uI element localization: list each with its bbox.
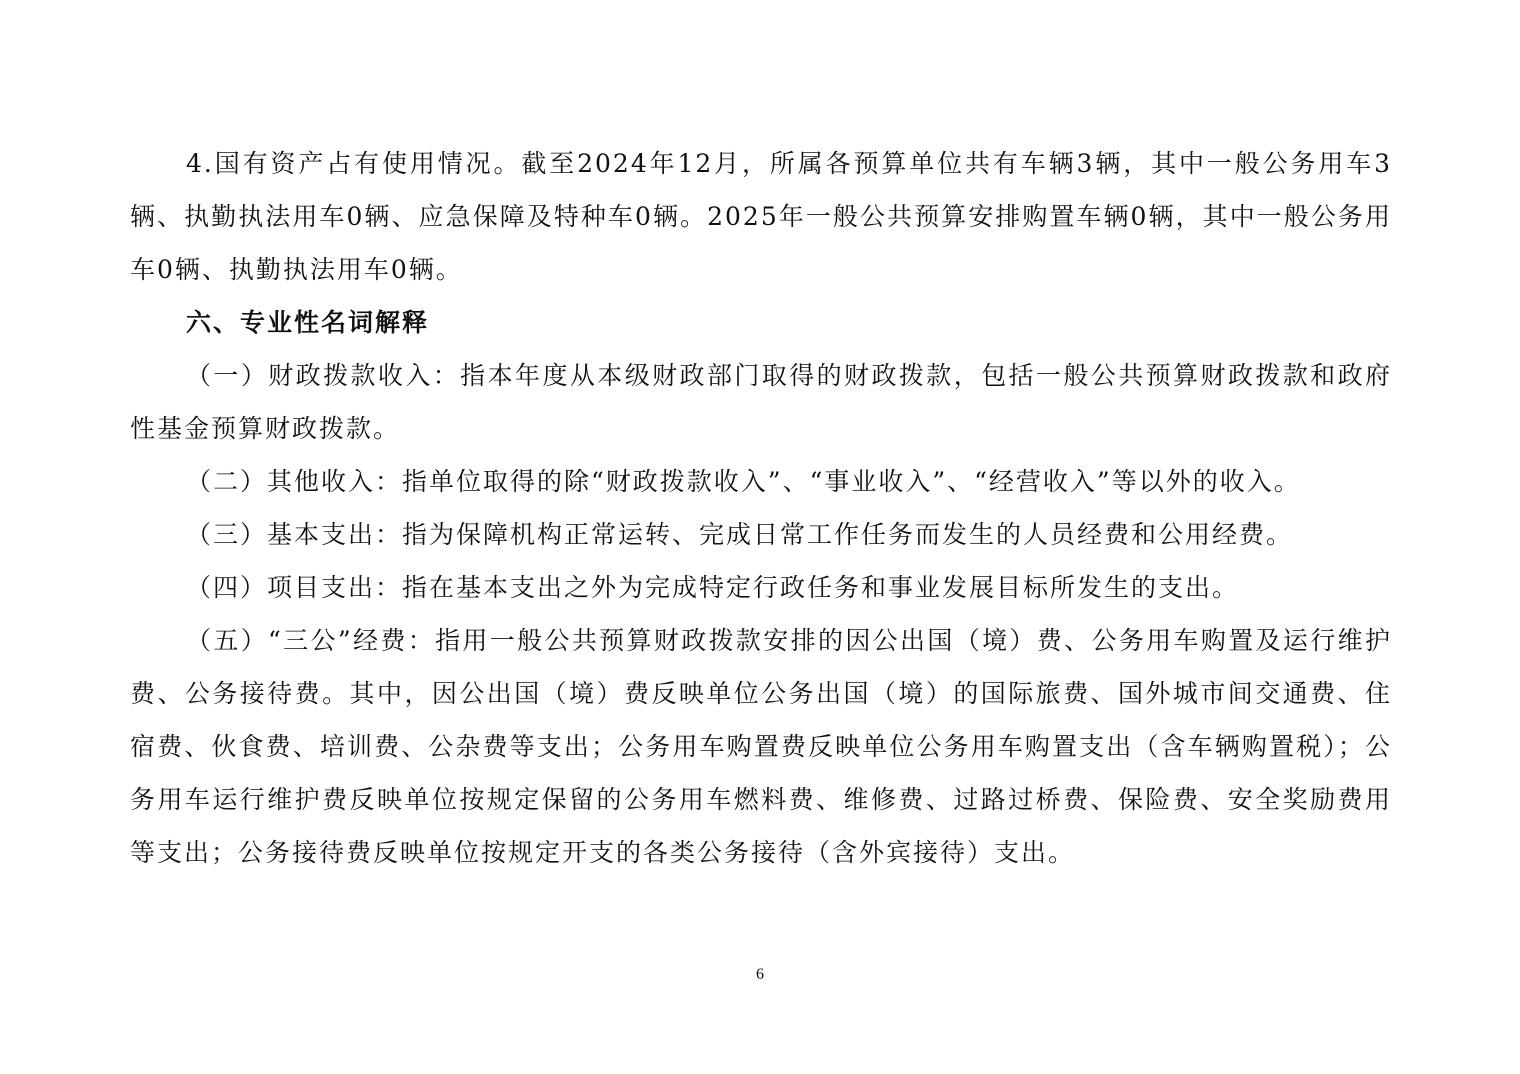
paragraph-fiscal-appropriation-income: （一）财政拨款收入：指本年度从本级财政部门取得的财政拨款，包括一般公共预算财政拨款和政府性基金预算财政拨款。 — [130, 361, 1392, 443]
paragraph-three-public-expenses: （五）“三公”经费：指用一般公共预算财政拨款安排的因公出国（境）费、公务用车购置及运行维护费、公务接待费。其中，因公出国（境）费反映单位公务出国（境）的国际旅费、国外城市间交通费、住宿费、伙食费、培训费、公杂费等支出；公务用车购置费反映单位公务用车购置支出（含车辆购置税）；公务用车运行维护费反映单位按规定保留的公务用车燃料费、维修费、过路过桥费、保险费、安全奖励费用等支出；公务接待费反映单位按规定开支的各类公务接待（含外宾接待）支出。 — [130, 626, 1392, 867]
paragraph-other-income: （二）其他收入：指单位取得的除“财政拨款收入”、“事业收入”、“经营收入”等以外的收入。 — [186, 467, 1301, 496]
paragraph-state-assets: 4.国有资产占有使用情况。截至2024年12月，所属各预算单位共有车辆3辆，其中一般公务用车3辆、执勤执法用车0辆、应急保障及特种车0辆。2025年一般公共预算安排购置车辆0辆，其中一般公务用车0辆、执勤执法用车0辆。 — [130, 149, 1392, 284]
paragraph-basic-expenditure: （三）基本支出：指为保障机构正常运转、完成日常工作任务而发生的人员经费和公用经费。 — [186, 520, 1294, 549]
page-number: 6 — [756, 966, 764, 983]
section-heading-terminology: 六、专业性名词解释 — [186, 308, 430, 337]
document-body — [130, 137, 1392, 879]
paragraph-project-expenditure: （四）项目支出：指在基本支出之外为完成特定行政任务和事业发展目标所发生的支出。 — [186, 573, 1240, 602]
